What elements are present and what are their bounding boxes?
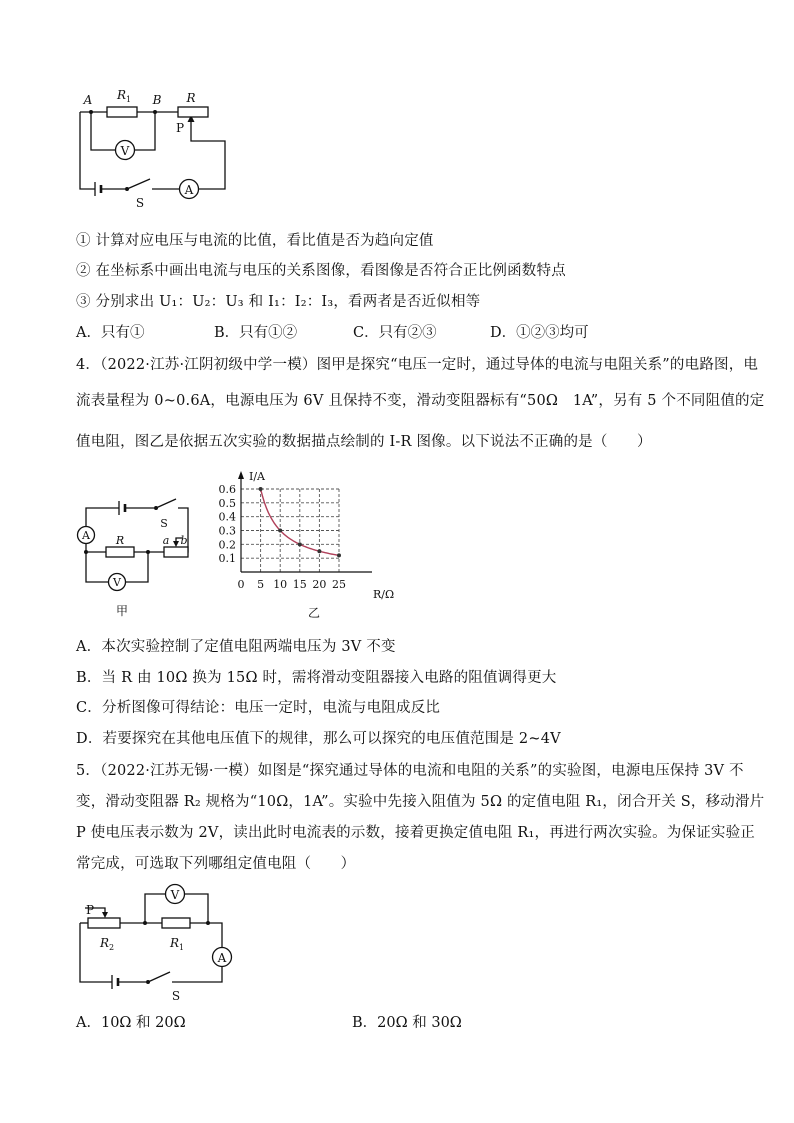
voltmeter-label: V bbox=[120, 144, 130, 158]
rheostat-label: R bbox=[186, 91, 196, 105]
y-tick-label: 0.1 bbox=[218, 552, 236, 566]
r2-label: $R_2$ bbox=[100, 936, 115, 952]
slider-p-label: P bbox=[85, 903, 95, 917]
data-point bbox=[278, 529, 282, 533]
q5-stem-line-3: P 使电压表示数为 2V，读出此时电流表的示数，接着更换定值电阻 R₁，再进行两次实验。为保证实验正 bbox=[76, 825, 756, 841]
circuit-diagram-q5 bbox=[70, 876, 245, 1001]
q5-option-b: B．20Ω 和 30Ω bbox=[352, 1015, 462, 1031]
node-a-label: A bbox=[83, 93, 93, 107]
rheostat-r bbox=[178, 107, 208, 117]
voltmeter-label: V bbox=[113, 576, 121, 589]
y-tick-label: 0.3 bbox=[218, 524, 236, 538]
rheostat-a-label: a bbox=[162, 534, 170, 547]
q4-stem-line-1: 4．（2022·江苏·江阴初级中学一模）图甲是探究“电压一定时，通过导体的电流与电阻关系”的电路图，电 bbox=[76, 357, 759, 373]
q5-stem-line-2: 变，滑动变阻器 R₂ 规格为“10Ω，1A”。实验中先接入阻值为 5Ω 的定值电阻 R₁，闭合开关 S，移动滑片 bbox=[76, 794, 765, 810]
q4-option-a: A．本次实验控制了定值电阻两端电压为 3V 不变 bbox=[76, 639, 396, 655]
data-point bbox=[298, 542, 302, 546]
q5-stem-line-4: 常完成，可选取下列哪组定值电阻（ ） bbox=[76, 856, 356, 872]
q3-statement-3: ③ 分别求出 U₁：U₂：U₃ 和 I₁：I₂：I₃，看两者是否近似相等 bbox=[76, 294, 481, 310]
resistor-r1 bbox=[162, 918, 190, 928]
q5-option-a: A．10Ω 和 20Ω bbox=[76, 1015, 186, 1031]
y-tick-label: 0.5 bbox=[218, 496, 236, 510]
q3-statement-2: ② 在坐标系中画出电流与电压的关系图像，看图像是否符合正比例函数特点 bbox=[76, 263, 566, 279]
resistor-label: R bbox=[115, 534, 125, 547]
rheostat-b-label: b bbox=[180, 534, 188, 547]
data-point bbox=[337, 553, 341, 557]
q5-stem-line-1: 5．（2022·江苏无锡·一模）如图是“探究通过导体的电流和电阻的关系”的实验图，电源电压保持 3V 不 bbox=[76, 763, 744, 779]
x-axis-label: R/Ω bbox=[373, 588, 395, 601]
q4-option-c: C．分析图像可得结论：电压一定时，电流与电阻成反比 bbox=[76, 700, 441, 716]
x-tick-label: 10 bbox=[273, 578, 288, 591]
r1-label: $R_1$ bbox=[170, 936, 185, 952]
q4-option-d: D．若要探究在其他电压值下的规律，那么可以探究的电压值范围是 2~4V bbox=[76, 731, 561, 747]
circuit-diagram-jia bbox=[76, 490, 211, 620]
circuit-diagram-1 bbox=[70, 82, 240, 212]
r1-label: $R_1$ bbox=[117, 88, 132, 104]
q3-option-d: D．①②③均可 bbox=[490, 325, 589, 341]
x-tick-label: 20 bbox=[312, 578, 327, 591]
data-point bbox=[259, 487, 263, 491]
switch-label: S bbox=[135, 196, 145, 210]
ammeter-label: A bbox=[82, 529, 90, 542]
resistor-r bbox=[106, 547, 134, 557]
y-tick-label: 0.2 bbox=[218, 538, 236, 552]
rheostat-r2 bbox=[88, 918, 120, 928]
figure-caption-jia: 甲 bbox=[115, 604, 129, 618]
switch-label: S bbox=[160, 517, 168, 530]
switch-label: S bbox=[171, 989, 181, 1003]
y-tick-label: 0.4 bbox=[218, 510, 236, 524]
x-tick-label: 15 bbox=[292, 578, 307, 591]
x-tick-label: 25 bbox=[332, 578, 346, 591]
x-tick-label: 0 bbox=[237, 578, 245, 591]
ammeter-label: A bbox=[217, 951, 227, 965]
q4-option-b: B．当 R 由 10Ω 换为 15Ω 时，需将滑动变阻器接入电路的阻值调得更大 bbox=[76, 670, 557, 686]
voltmeter-label: V bbox=[170, 888, 180, 902]
q3-statement-1: ① 计算对应电压与电流的比值，看比值是否为趋向定值 bbox=[76, 233, 434, 249]
q4-stem-line-3: 值电阻，图乙是依据五次实验的数据描点绘制的 I-R 图像。以下说法不正确的是（ ） bbox=[76, 434, 652, 450]
x-tick-label: 5 bbox=[257, 578, 265, 591]
rheostat-ab bbox=[164, 547, 188, 557]
q4-stem-line-2: 流表量程为 0~0.6A，电源电压为 6V 且保持不变，滑动变阻器标有“50Ω 1A”，另有 5 个不同阻值的定 bbox=[76, 393, 765, 409]
y-axis-label: I/A bbox=[249, 470, 265, 483]
data-point bbox=[317, 549, 321, 553]
resistor-r1 bbox=[107, 107, 137, 117]
q3-option-c: C．只有②③ bbox=[353, 325, 437, 341]
figure-caption-yi: 乙 bbox=[307, 606, 321, 620]
chart-i-r bbox=[218, 466, 398, 626]
slider-p-label: P bbox=[175, 121, 185, 135]
node-b-label: B bbox=[152, 93, 162, 107]
ammeter-label: A bbox=[184, 183, 194, 197]
y-axis-arrow bbox=[238, 471, 244, 479]
q3-option-a: A．只有① bbox=[76, 325, 145, 341]
q3-option-b: B．只有①② bbox=[214, 325, 298, 341]
y-tick-label: 0.6 bbox=[218, 483, 236, 496]
